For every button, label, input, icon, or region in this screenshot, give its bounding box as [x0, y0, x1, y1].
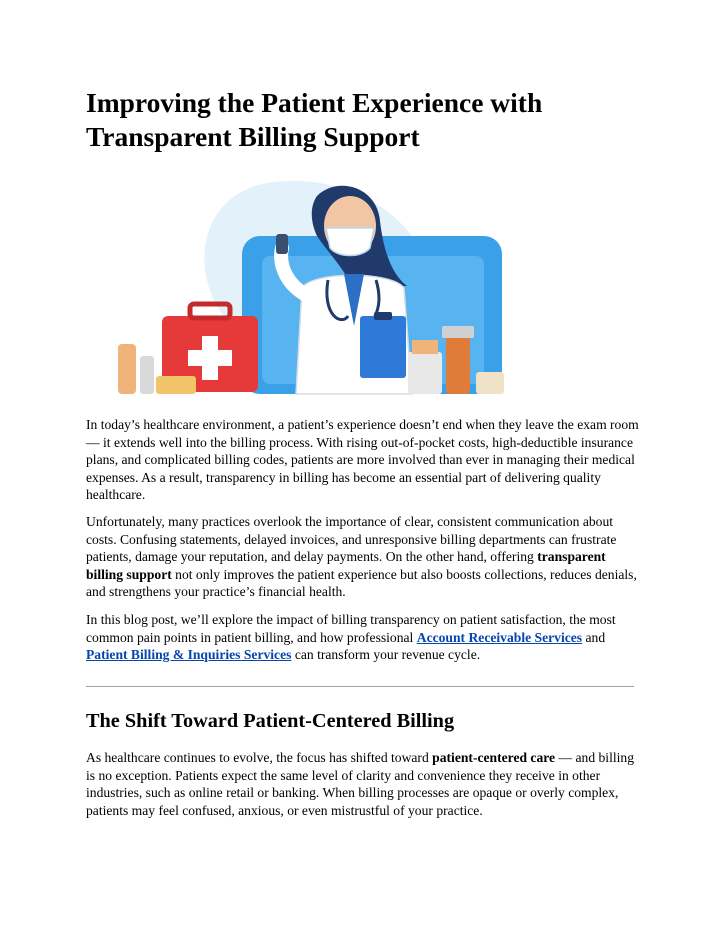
overview-text-end: can transform your revenue cycle.: [291, 647, 481, 663]
patient-centered-text-start: As healthcare continues to evolve, the focus has shifted toward: [86, 750, 433, 765]
problem-text-end: not only improves the patient experience but also boosts collections, reduces denials, and strengthens your practice’s financial health.: [86, 566, 637, 600]
problem-paragraph: [86, 513, 646, 601]
patient-billing-inquiries-link[interactable]: Patient Billing & Inquiries Services: [86, 647, 292, 663]
section-heading: The Shift Toward Patient-Centered Billing: [86, 710, 455, 732]
doctor-illustration: [112, 176, 504, 404]
article-title: Improving the Patient Experience with Transparent Billing Support: [86, 87, 543, 152]
patient-centered-care-emphasis: patient-centered care: [432, 750, 556, 765]
patient-centered-paragraph: [86, 749, 646, 819]
section-divider: [86, 686, 634, 687]
transparent-billing-support-emphasis: transparent billing support: [86, 549, 606, 582]
patient-centered-text-end: — and billing is no exception. Patients expect the same level of clarity and convenience they receive in other industries, such as online retail or banking. When billing processes are opaque or overly complex, patients may feel confused, anxious, or even mistrustful of your practice.: [86, 750, 635, 818]
overview-text-start: In this blog post, we’ll explore the impact of billing transparency on patient satisfaction, the most common pain points in patient billing, and how professional: [86, 612, 616, 645]
account-receivable-services-link[interactable]: Account Receivable Services: [416, 629, 583, 645]
intro-paragraph: In today’s healthcare environment, a patient’s experience doesn’t end when they leave the exam room — it extends well into the billing process. With rising out-of-pocket costs, high-deductible insurance plans, and complicated billing codes, patients are more involved than ever in managing their medical expenses. As a result, transparency in billing has become an essential part of delivering quality healthcare.: [86, 417, 639, 503]
problem-text-start: Unfortunately, many practices overlook the importance of clear, consistent communication about costs. Confusing statements, delayed invoices, and unresponsive billing departments can frustrate patients, damage your reputation, and delay payments. On the other hand, offering: [86, 514, 617, 565]
overview-paragraph: [86, 611, 646, 664]
overview-text-mid: and: [582, 629, 606, 645]
